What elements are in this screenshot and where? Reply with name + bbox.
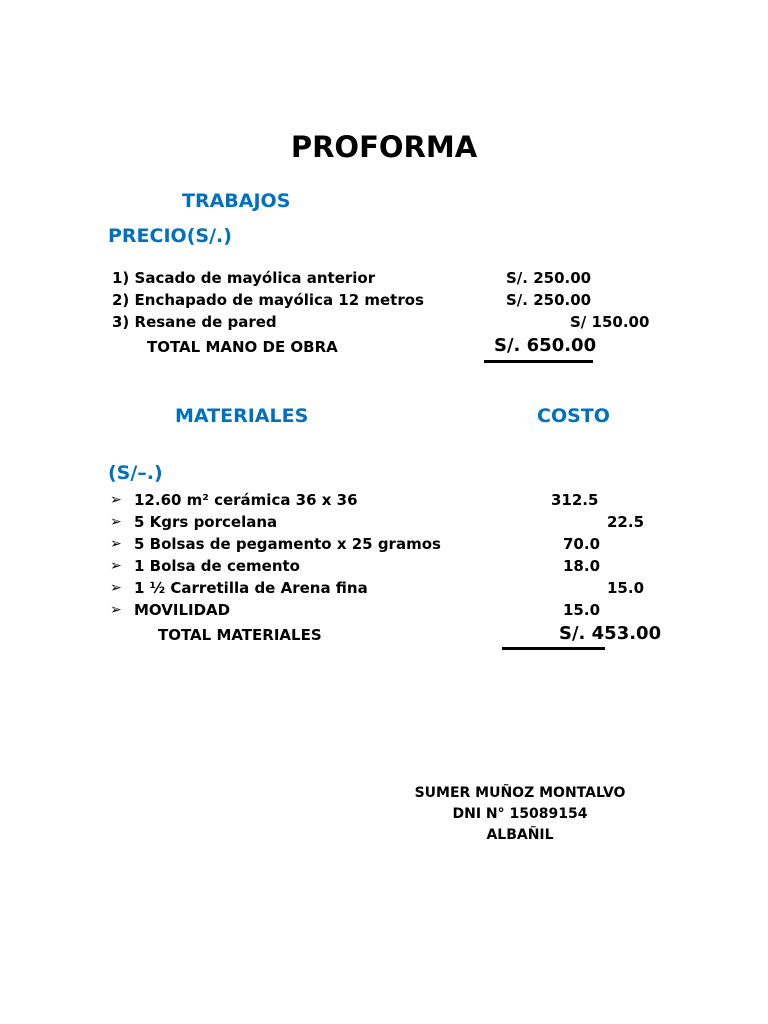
material-item-cost: 70.0	[563, 535, 601, 553]
material-item-label: MOVILIDAD	[134, 601, 231, 619]
materials-total-underline	[502, 647, 605, 650]
arrow-bullet-icon: ➢	[110, 492, 122, 508]
material-item-cost: 18.0	[563, 557, 601, 575]
work-item-label: 2) Enchapado de mayólica 12 metros	[112, 291, 424, 309]
material-item-label: 1 ½ Carretilla de Arena fina	[134, 579, 368, 597]
document-title: PROFORMA	[290, 130, 478, 164]
material-item-cost: 312.5	[551, 491, 599, 509]
material-item-cost: 15.0	[563, 601, 601, 619]
cost-heading: COSTO	[537, 405, 610, 427]
work-item-label: 3) Resane de pared	[112, 313, 277, 331]
work-item-price: S/ 150.00	[570, 313, 650, 331]
signer-dni: DNI N° 15089154	[452, 806, 588, 822]
work-item-price: S/. 250.00	[506, 291, 592, 309]
materials-total-value: S/. 453.00	[559, 623, 662, 644]
labor-total-underline	[484, 360, 593, 363]
arrow-bullet-icon: ➢	[110, 514, 122, 530]
work-item-price: S/. 250.00	[506, 269, 592, 287]
currency-heading: (S/–.)	[108, 462, 163, 484]
material-item-label: 5 Bolsas de pegamento x 25 gramos	[134, 535, 441, 553]
work-item-label: 1) Sacado de mayólica anterior	[112, 269, 376, 287]
arrow-bullet-icon: ➢	[110, 536, 122, 552]
materials-total-label: TOTAL MATERIALES	[158, 626, 322, 644]
signer-name: SUMER MUÑOZ MONTALVO	[414, 785, 626, 801]
labor-total-value: S/. 650.00	[494, 335, 597, 356]
material-item-label: 12.60 m² cerámica 36 x 36	[134, 491, 358, 509]
material-item-cost: 15.0	[607, 579, 645, 597]
material-item-label: 1 Bolsa de cemento	[134, 557, 300, 575]
material-item-label: 5 Kgrs porcelana	[134, 513, 278, 531]
material-item-cost: 22.5	[607, 513, 645, 531]
materials-heading: MATERIALES	[175, 405, 309, 427]
arrow-bullet-icon: ➢	[110, 602, 122, 618]
signer-role: ALBAÑIL	[486, 827, 554, 843]
works-heading: TRABAJOS	[182, 190, 291, 212]
arrow-bullet-icon: ➢	[110, 558, 122, 574]
price-heading: PRECIO(S/.)	[108, 225, 232, 247]
arrow-bullet-icon: ➢	[110, 580, 122, 596]
labor-total-label: TOTAL MANO DE OBRA	[147, 338, 338, 356]
